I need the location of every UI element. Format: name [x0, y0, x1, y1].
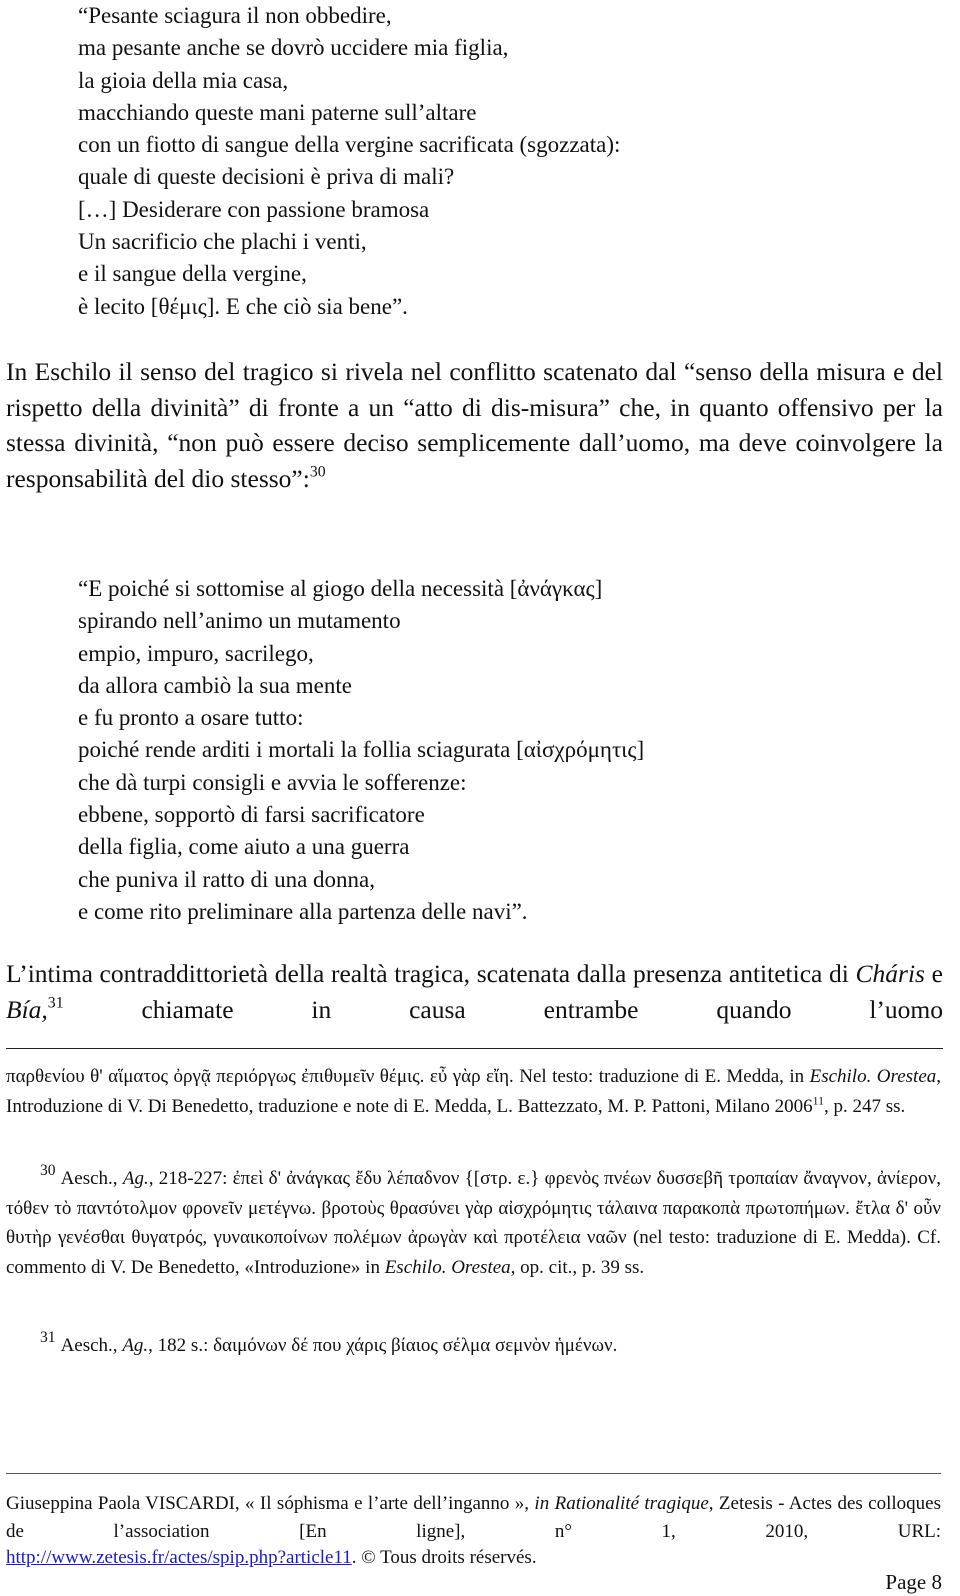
footnote-31: $^{31}$ Aesch., Ag., 182 s.: δαιμόνων δέ που χάρις βίαιος σέλμα σεμνὸν ἡμένων. [40, 1329, 618, 1356]
footnote-continued: παρθενίου θ' αἵματος ὀργᾷ περιόργως ἐπιθυμεῖν θέμις. εὖ γὰρ εἴη. Nel testo: traduzione di E. Medda, in Eschilo. Orestea, Introduzione di V. Di Benedetto, traduzione e note di E. Medda, L. Battezzato, M. P. Pattoni, Milano 2006$^{11}$, p. 247 ss. [6, 1066, 941, 1117]
footnote-30: $^{30}$ Aesch., Ag., 218-227: ἐπεὶ δ' ἀνάγκας ἔδυ λέπαδνον {[στρ. ε.} φρενὸς πνέων δυσσεβῆ τροπαίαν ἄναγνον, ἀνίερον, τόθεν τὸ παντότολμον φρονεῖν μετέγνω. βροτοὺς θρασύνει γὰρ αἰσχρόμητις τάλαινα παρακοπὰ πρωτοπήμων. ἔτλα δ' οὖν θυτὴρ γενέσθαι θυγατρός, γυναικοποίνων πολέμων ἀρωγὰν καὶ προτέλεια ναῶν (nel testo: traduzione di E. Medda). Cf. commento di V. De Benedetto, «Introduzione» in Eschilo. Orestea, op. cit., p. 39 ss. [6, 1162, 942, 1278]
body-paragraph-contraddittorieta: L’intima contraddittorietà della realtà tragica, scatenata dalla presenza antitetica di Cháris e Bía,$^{31}$ chiamate in causa entrambe quando l’uomo [6, 959, 943, 1024]
citation-footer: Giuseppina Paola VISCARDI, « Il sóphisma e l’arte dell’inganno », in Rationalité tragique, Zetesis - Actes des colloques de l’association [En ligne], n° 1, 2010, URL: [6, 1493, 941, 1542]
footnote-ref-30[interactable]: 30 [309, 463, 326, 481]
verse-quotation-second [78, 573, 644, 928]
rights-notice: . © Tous droits réservés. [351, 1547, 537, 1568]
verse-line: la gioia della mia casa, [78, 67, 289, 93]
footnote-number: 31 [40, 1329, 56, 1347]
verse-quotation-top [78, 0, 620, 323]
citation-url-line [6, 1544, 537, 1572]
verse-line: […] Desiderare con passione bramosa [78, 196, 430, 222]
verse-line: della figlia, come aiuto a una guerra [78, 834, 410, 860]
verse-line: Un sacrificio che plachi i venti, [78, 229, 367, 255]
verse-line: e il sangue della vergine, [78, 261, 307, 287]
article-url-link[interactable]: http://www.zetesis.fr/actes/spip.php?article11 [6, 1547, 352, 1568]
verse-line: poiché rende arditi i mortali la follia sciagurata [αἰσχρόμητις] [78, 737, 645, 763]
footnote-ref-31[interactable]: 31 [47, 994, 64, 1012]
verse-line: da allora cambiò la sua mente [78, 672, 352, 698]
verse-line: e come rito preliminare alla partenza delle navi”. [78, 898, 528, 924]
verse-line: e fu pronto a osare tutto: [78, 705, 304, 731]
verse-line: “E poiché si sottomise al giogo della necessità [ἀνάγκας] [78, 576, 603, 601]
edition-number: 11 [812, 1093, 824, 1107]
page-number: Page 8 [885, 1570, 942, 1594]
verse-line: con un fiotto di sangue della vergine sacrificata (sgozzata): [78, 132, 621, 158]
footnote-separator [6, 1048, 943, 1049]
verse-line: che puniva il ratto di una donna, [78, 866, 376, 892]
paragraph-text: In Eschilo il senso del tragico si rivela nel conflitto scatenato dal “senso della misura e del rispetto della divinità” di fronte a un “atto di dis-misura” che, in quanto offensivo per la stessa divinità, “non può essere deciso semplicemente dall’uomo, ma deve coinvolgere la responsabilità del dio stesso”: [6, 357, 943, 493]
verse-line: spirando nell’animo un mutamento [78, 608, 401, 634]
footnote-number: 30 [40, 1162, 56, 1180]
verse-line: “Pesante sciagura il non obbedire, [78, 3, 392, 28]
term-charis: Cháris [855, 959, 925, 988]
verse-line: empio, impuro, sacrilego, [78, 640, 314, 666]
verse-line: quale di queste decisioni è priva di mali? [78, 164, 455, 190]
footer-separator [6, 1473, 941, 1474]
verse-line: ebbene, sopportò di farsi sacrificatore [78, 802, 425, 828]
body-paragraph-eschilo [6, 354, 943, 496]
verse-line: macchiando queste mani paterne sull’altare [78, 99, 477, 125]
verse-line: che dà turpi consigli e avvia le sofferenze: [78, 769, 467, 795]
verse-line: ma pesante anche se dovrò uccidere mia figlia, [78, 35, 509, 61]
term-bia: Bía, [6, 994, 48, 1024]
verse-line: è lecito [θέμις]. E che ciò sia bene”. [78, 293, 408, 319]
